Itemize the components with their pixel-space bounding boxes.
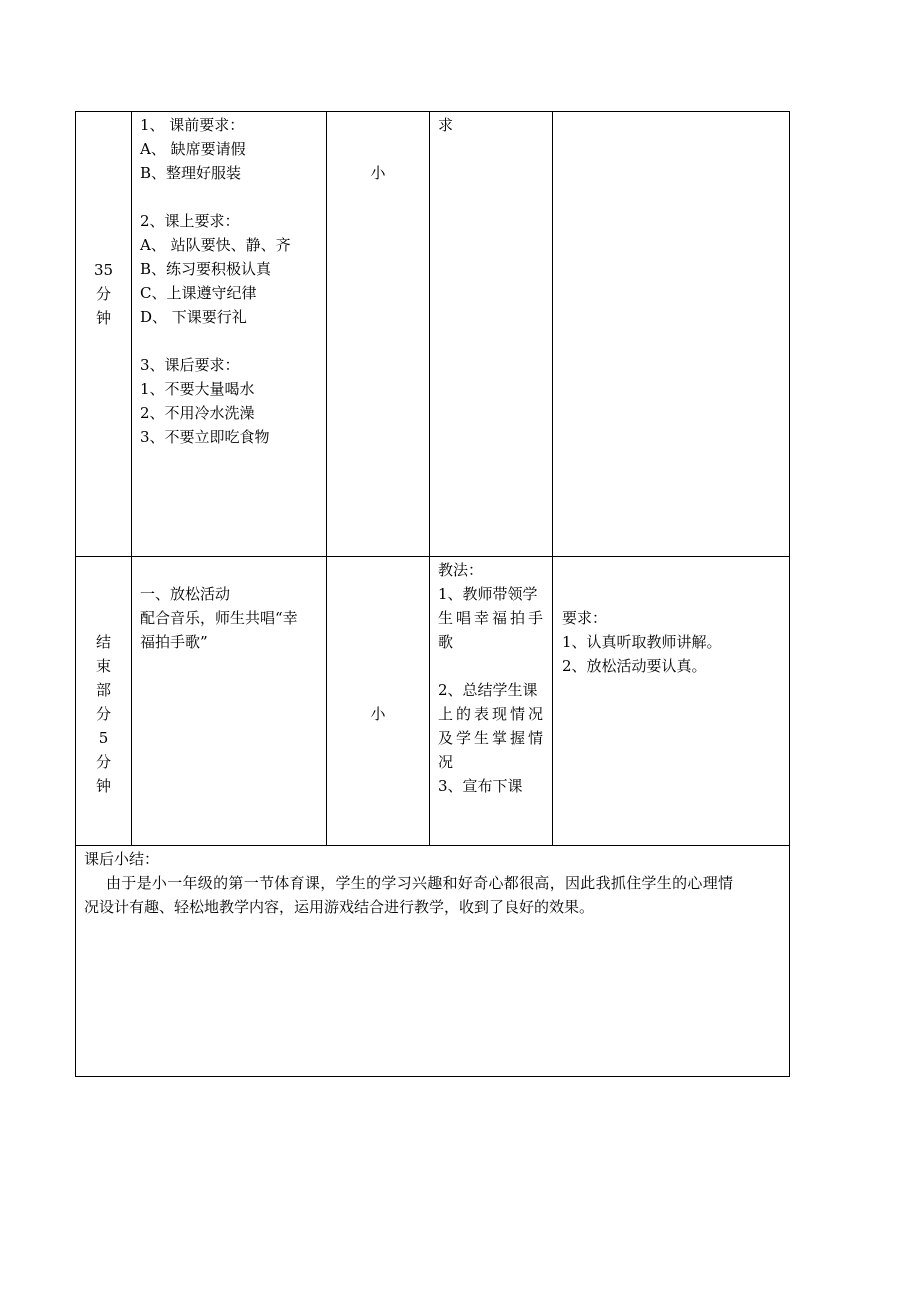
column-divider: [429, 111, 430, 846]
table-left-border: [75, 111, 76, 1077]
summary-cell: [84, 847, 786, 919]
requirement-line: 2、放松活动要认真。: [562, 657, 707, 675]
row2-content-cell: [140, 582, 324, 654]
method-line: 2、总结学生课: [438, 681, 538, 699]
content-line: [140, 329, 324, 353]
time-text: 钟: [95, 777, 111, 795]
table-right-border: [789, 111, 790, 1077]
method-line: 歌: [438, 633, 454, 651]
content-line: [140, 185, 324, 209]
content-line: 一、放松活动: [140, 585, 231, 603]
time-text: 分: [95, 705, 111, 723]
time-text: 5: [98, 729, 109, 747]
method-line: [438, 654, 550, 678]
column-divider: [552, 111, 553, 846]
time-text: 结: [95, 633, 111, 651]
time-text: 分: [95, 285, 111, 303]
content-line: 2、课上要求：: [140, 212, 240, 230]
method-line: 生唱幸福拍手: [438, 609, 547, 627]
method-line: 求: [438, 116, 454, 134]
time-text: 35: [93, 261, 114, 279]
row2-method-cell: [438, 558, 550, 798]
content-line: 2、不用冷水洗澡: [140, 404, 255, 422]
requirement-line: 1、认真听取教师讲解。: [562, 633, 722, 651]
content-line: B、练习要积极认真: [140, 260, 272, 278]
content-line: 福拍手歌”: [140, 633, 208, 651]
time-text: 部: [95, 681, 111, 699]
column-divider: [131, 111, 132, 846]
method-line: 上的表现情况: [438, 705, 547, 723]
table-top-border: [75, 111, 790, 112]
content-line: 配合音乐，师生共唱“幸: [140, 609, 298, 627]
content-line: 3、不要立即吃食物: [140, 428, 270, 446]
table-bottom-border: [75, 1076, 790, 1077]
row1-content-cell: [140, 113, 324, 449]
content-line: B、整理好服装: [140, 164, 242, 182]
content-line: C、上课遵守纪律: [140, 284, 257, 302]
content-line: D、 下课要行礼: [140, 308, 247, 326]
summary-text: 况设计有趣、轻松地教学内容，运用游戏结合进行教学，收到了良好的效果。: [84, 898, 595, 916]
summary-text: 由于是小一年级的第一节体育课，学生的学习兴趣和好奇心都很高，因此我抓住学生的心理情: [106, 874, 734, 892]
time-text: 束: [95, 657, 111, 675]
row2-requirement-cell: [562, 606, 787, 678]
row1-intensity-cell: [327, 161, 429, 185]
row-divider: [75, 845, 790, 846]
row2-time-cell: [76, 630, 131, 798]
requirement-line: 要求：: [562, 609, 608, 627]
method-line: 况: [438, 753, 454, 771]
time-text: 钟: [95, 309, 111, 327]
column-divider: [326, 111, 327, 846]
row-divider: [75, 556, 790, 557]
row1-time-cell: [76, 258, 131, 330]
intensity-text: 小: [370, 705, 386, 723]
summary-heading: 课后小结：: [84, 850, 160, 868]
row2-intensity-cell: [327, 702, 429, 726]
content-line: 3、课后要求：: [140, 356, 240, 374]
method-line: 3、宣布下课: [438, 777, 523, 795]
row1-method-cell: [438, 113, 550, 137]
content-line: 1、不要大量喝水: [140, 380, 255, 398]
method-line: 1、教师带领学: [438, 585, 538, 603]
method-line: 教法：: [438, 561, 484, 579]
method-line: 及学生掌握情: [438, 729, 547, 747]
content-line: A、 缺席要请假: [140, 140, 246, 158]
intensity-text: 小: [370, 164, 386, 182]
time-text: 分: [95, 753, 111, 771]
content-line: 1、 课前要求：: [140, 116, 245, 134]
content-line: A、 站队要快、静、齐: [140, 236, 291, 254]
